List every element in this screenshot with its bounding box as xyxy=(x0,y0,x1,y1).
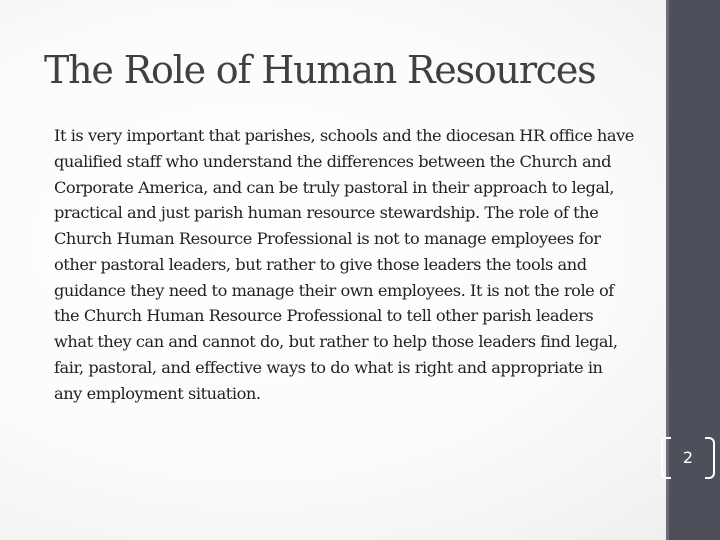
slide-number-badge xyxy=(655,437,720,477)
left-bracket-icon xyxy=(661,437,671,479)
slide-body-text: It is very important that parishes, schools and the diocesan HR office have qualified staff who understand the differences between the Church and Corporate America, and can be truly pastoral in their approach to legal, practical and just parish human resource stewardship. The role of the Church Human Resource Professional is not to manage employees for other pastoral leaders, but rather to give those leaders the tools and guidance they need to manage their own employees. It is not the role of the Church Human Resource Professional to tell other parish leaders what they can and cannot do, but rather to help those leaders find legal, fair, pastoral, and effective ways to do what is right and appropriate in any employment situation. xyxy=(54,126,634,403)
slide-title: The Role of Human Resources xyxy=(44,48,596,92)
slide-number: 2 xyxy=(682,447,694,467)
right-bracket-icon xyxy=(705,437,715,479)
